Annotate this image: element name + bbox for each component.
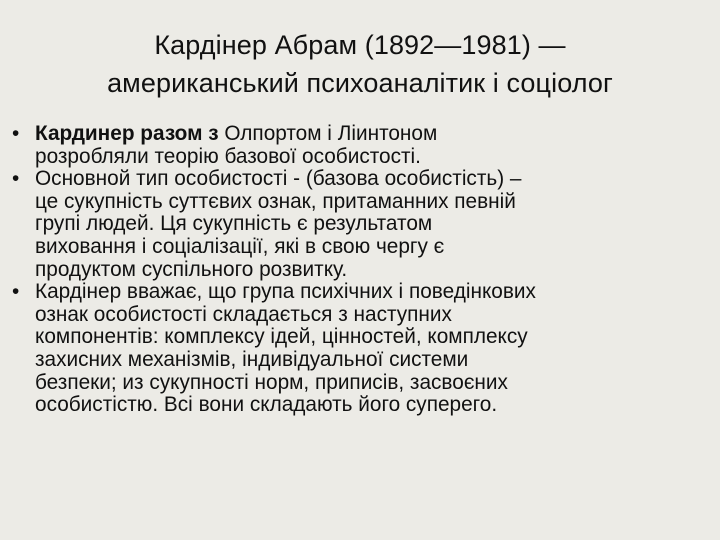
bullet-line: Кардінер вважає, що група психічних і поведінкових: [35, 280, 536, 304]
bullet-item: [12, 168, 712, 281]
bullet-text: Олпортом і Ліинтоном: [218, 122, 438, 145]
bullet-line: захисних механізмів, індивідуальної системи: [35, 347, 469, 371]
bullet-line: продуктом суспільного розвитку.: [35, 257, 348, 281]
bullet-line: особистістю. Всі вони складають його суперего.: [35, 393, 498, 417]
bullet-marker: •: [12, 122, 20, 145]
title-line: американський психоаналітик і соціолог: [107, 68, 613, 98]
bullet-item: [12, 123, 712, 168]
bullet-item: [12, 281, 712, 417]
bullet-line: [35, 123, 712, 146]
bullet-line: ознак особистості складається з наступних: [35, 302, 452, 326]
bullet-line: компонентів: комплексу ідей, цінностей, комплексу: [35, 325, 528, 349]
bullet-line: розробляли теорію базової особистості.: [35, 144, 421, 168]
bullet-line: безпеки; из сукупності норм, приписів, засвоєних: [35, 370, 508, 394]
bullet-line: це сукупність суттєвих ознак, притаманних певній: [35, 189, 516, 213]
slide-title: [20, 26, 700, 102]
bullet-line: групі людей. Ця сукупність є результатом: [35, 212, 433, 236]
bullet-marker: •: [12, 280, 20, 304]
bullet-line: виховання і соціалізації, які в свою чергу є: [35, 234, 445, 258]
bullet-line: Основной тип особистості - (базова особистість) –: [35, 167, 522, 191]
bullet-list: [12, 123, 712, 417]
bullet-marker: •: [12, 167, 20, 191]
bold-text: Кардинер разом з: [35, 122, 219, 145]
title-line: Кардінер Абрам (1892—1981) —: [154, 30, 566, 60]
